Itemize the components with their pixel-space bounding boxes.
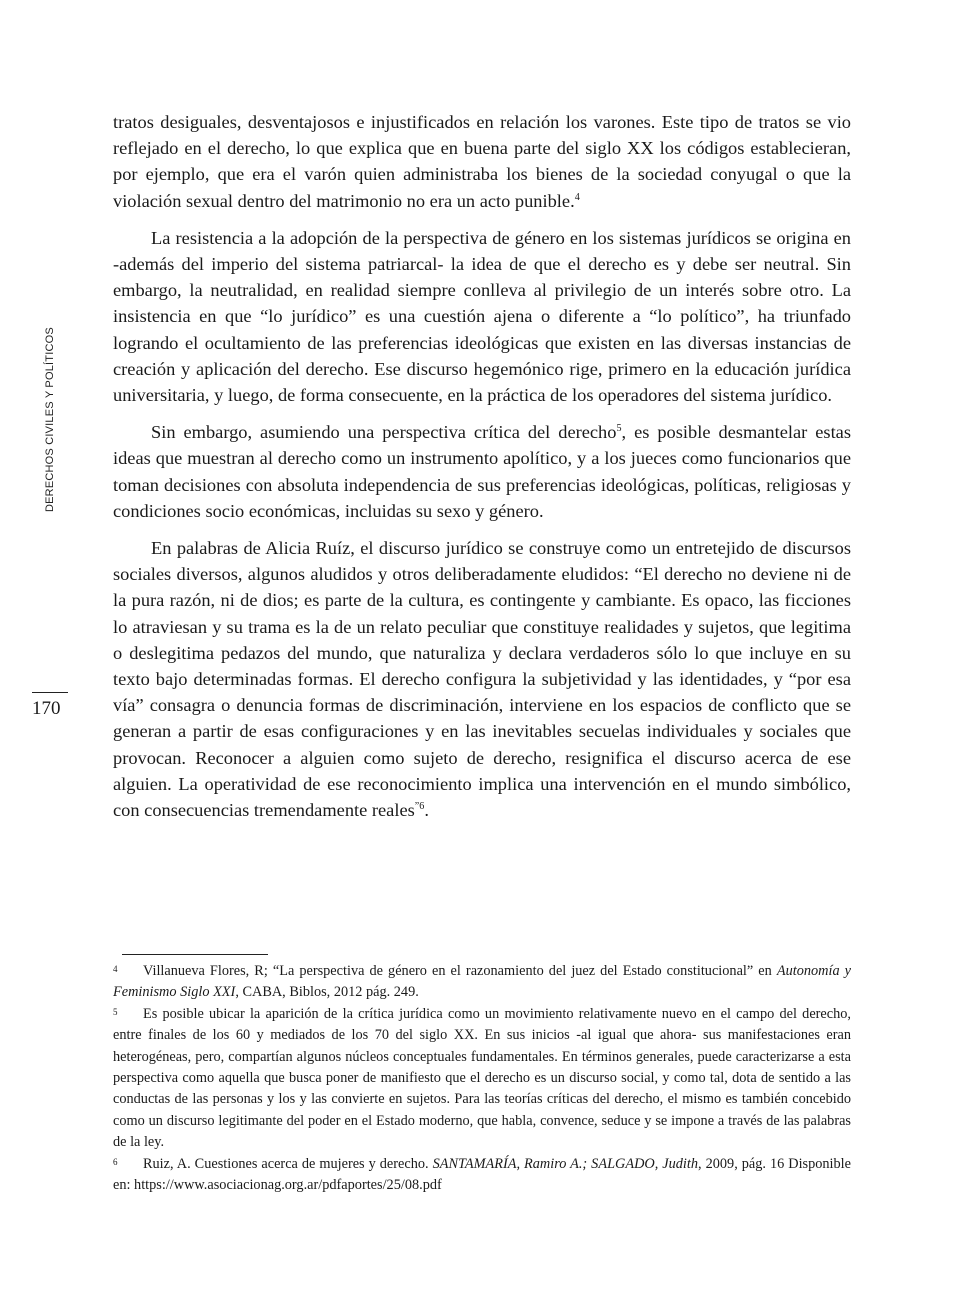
footnote-4-text-before: Villanueva Flores, R; “La perspectiva de género en el razonamiento del juez del Estado constitucional” en [143,963,777,979]
footnote-4-text-after: , CABA, Biblos, 2012 pág. 249. [235,984,419,1001]
paragraph-2-text: La resistencia a la adopción de la perspectiva de género en los sistemas jurídicos se origina en -además del imperio del sistema patriarcal- la idea de que el derecho es y debe ser neutral. Sin embargo, la neutralidad, en realidad siempre conlleva al privilegio de un interés sobre otro. La insistencia en que “lo jurídico” es una cuestión ajena o diferente a “lo político”, ha triunfado logrando el ocultamiento de las preferencias ideológicas que existen en las diversas instancias de creación y aplicación del derecho. Ese discurso hegemónico rige, primero en la educación jurídica universitaria, y luego, de forma consecuente, en la práctica de los operadores del sistema jurídico. [113,227,851,406]
footnote-5-mark: 5 [113,1006,118,1017]
footnote-separator [122,954,268,955]
paragraph-3-text-after: , es posible desmantelar estas ideas que muestran al derecho como un instrumento apolítico, y a los jueces como funcionarios que toman decisiones con absoluta independencia de sus preferencias ideológicas, políticas, religiosas y condiciones socio económicas, incluidas su sexo y género. [113,422,851,521]
paragraph-3-text-before: Sin embargo, asumiendo una perspectiva crítica del derecho [151,422,617,443]
footnote-6-mark: 6 [113,1156,118,1167]
footnotes [113,961,851,1196]
paragraph-1 [113,109,851,214]
footnote-6 [113,1154,851,1197]
paragraph-1-text: tratos desiguales, desventajosos e injustificados en relación los varones. Este tipo de tratos se vio reflejado en el derecho, lo que explica que en buena parte del siglo XX los códigos establecieran, por ejemplo, que era el varón quien administraba los bienes de la sociedad conyugal o que la violación sexual dentro del matrimonio no era un acto punible. [113,112,851,211]
footnote-4 [113,961,851,1004]
paragraph-4-end: . [424,800,429,821]
running-title: DERECHOS CIVILES Y POLÍTICOS [44,327,56,512]
page-number-rule [32,692,68,693]
paragraph-4-text: En palabras de Alicia Ruíz, el discurso jurídico se construye como un entretejido de discursos sociales diversos, algunos aludidos y otros deliberadamente eludidos: “El derecho no deviene ni de la pura razón, ni de dios; es parte de la cultura, es contingente y cambiante. Es opaco, las ficciones lo atraviesan y su trama es la de un relato peculiar que constituye realidades y sujetos, que legitima o deslegitima pedazos del mundo, que naturaliza y declara verdaderos sólo lo que incluye en su texto bajo determinadas formas. El derecho configura la subjetividad y las identidades, y “por esa vía” consagra o denuncia formas de discriminación, interviene en los espacios de conflicto que se generan a partir de esas configuraciones y en las inevitables secuelas individuales y sociales que provocan. Reconocer a alguien como sujeto de derecho, resignifica el discurso acerca de ese alguien. La operatividad de ese reconocimiento implica una intervención en el mundo simbólico, con consecuencias tremendamente reales [113,538,851,821]
paragraph-3 [113,419,851,524]
footnote-5-text: Es posible ubicar la aparición de la crítica jurídica como un movimiento relativamente nuevo en el campo del derecho, entre finales de los 60 y mediados de los 70 del siglo XX. En sus inicios -al igual que ahora- sus manifestaciones eran heterogéneas, pero, compartían algunos núcleos conceptuales fundamentales. En términos generales, puede caracterizarse a esta perspectiva como aquella que busca poner de manifiesto que el derecho es un discurso social, y como tal, dota de sentido a las conductas de las personas y los y las convierte en sujetos. Para las teorías críticas del derecho, el mismo es también concebido como un discurso legitimante del poder en el Estado moderno, que habla, convence, seduce y se impone a través de las palabras de la ley. [113,1005,851,1151]
footnote-ref-6[interactable]: ”6 [414,800,425,812]
footnote-5 [113,1004,851,1154]
footnote-4-mark: 4 [113,964,118,974]
paragraph-2 [113,225,851,408]
footnote-ref-5[interactable]: 5 [616,423,622,435]
footnote-6-text-after: , 2009, pág. 16 Disponible en: https://www.asociacionag.org.ar/pdfaportes/25/08.pdf [113,1155,851,1194]
body-text [113,109,851,834]
paragraph-4 [113,535,851,823]
footnote-6-authors: SANTAMARÍA, Ramiro A.; SALGADO, Judith [432,1155,699,1172]
footnote-6-text-before: Ruiz, A. Cuestiones acerca de mujeres y derecho. [143,1155,433,1172]
footnote-ref-4[interactable]: 4 [574,191,580,203]
page-number: 170 [32,698,61,719]
footnote-4-title: Autonomía y Feminismo Siglo XXI [113,963,851,1001]
